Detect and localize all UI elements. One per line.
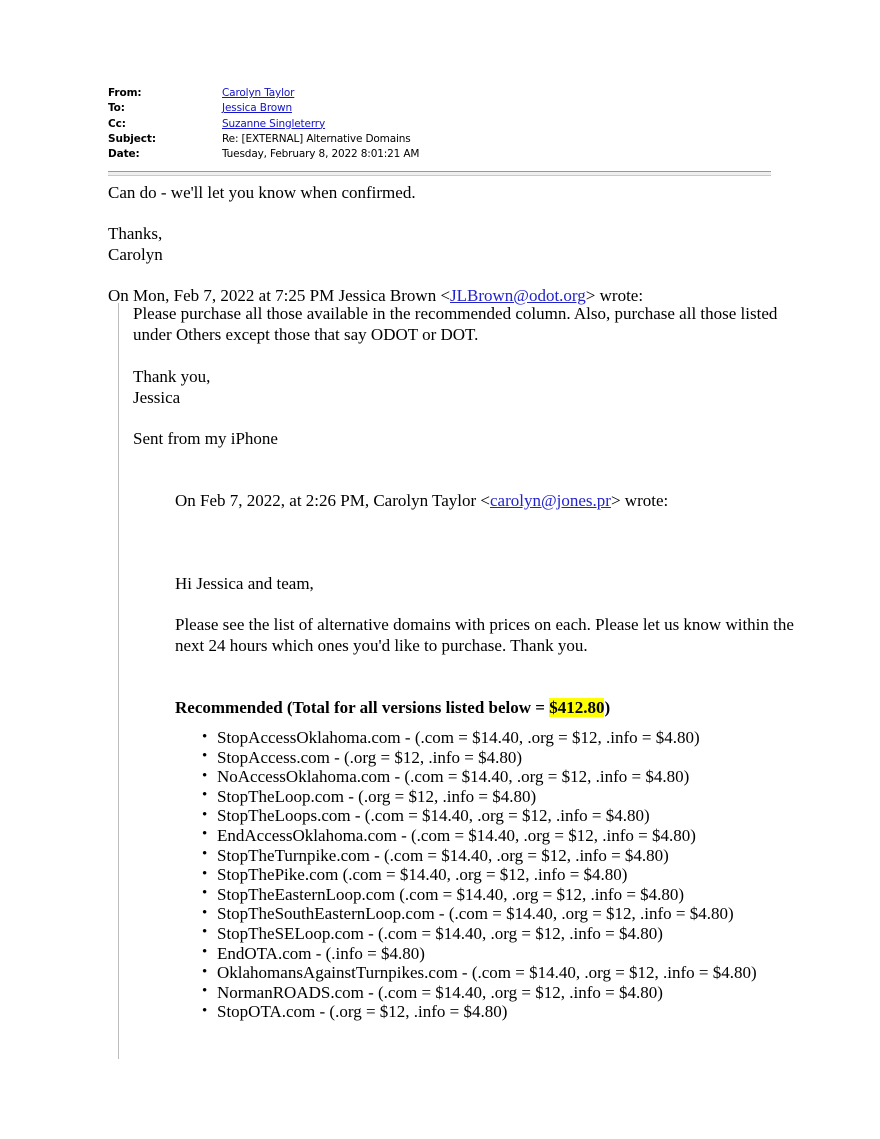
reply-text: Can do - we'll let you know when confirmed.	[108, 183, 416, 202]
header-row-from	[108, 86, 770, 101]
header-row-cc	[108, 117, 770, 132]
list-item: • StopOTA.com - (.org = $12, .info = $4.80)	[175, 1002, 808, 1022]
list-item: • EndAccessOklahoma.com - (.com = $14.40, .org = $12, .info = $4.80)	[175, 826, 808, 846]
list-item: • StopTheLoops.com - (.com = $14.40, .org = $12, .info = $4.80)	[175, 806, 808, 826]
list-item: • StopThePike.com (.com = $14.40, .org = $12, .info = $4.80)	[175, 865, 808, 885]
sender-email-link-jlbrown[interactable]: JLBrown@odot.org	[450, 285, 586, 305]
email-header	[108, 86, 770, 162]
list-item: • NormanROADS.com - (.com = $14.40, .org = $12, .info = $4.80)	[175, 983, 808, 1003]
recommended-heading	[175, 697, 808, 718]
email-body	[108, 183, 808, 1022]
quote1-paragraph: Please purchase all those available in the recommended column. Also, purchase all those listed under Others except those that say ODOT or DOT.	[133, 304, 778, 344]
header-value-to[interactable]: Jessica Brown	[222, 102, 292, 115]
list-item: • StopTheSouthEasternLoop.com - (.com = $14.40, .org = $12, .info = $4.80)	[175, 904, 808, 924]
quote1-thank-you: Thank you,	[133, 366, 211, 386]
header-row-date	[108, 147, 770, 162]
list-item: • StopTheTurnpike.com - (.com = $14.40, .org = $12, .info = $4.80)	[175, 846, 808, 866]
list-item: • OklahomansAgainstTurnpikes.com - (.com = $14.40, .org = $12, .info = $4.80)	[175, 963, 808, 983]
list-item: • StopTheEasternLoop.com (.com = $14.40, .org = $12, .info = $4.80)	[175, 885, 808, 905]
attribution-2-prefix: On Feb 7, 2022, at 2:26 PM, Carolyn Taylor <	[175, 491, 491, 510]
header-label-cc: Cc:	[108, 117, 126, 130]
list-item: • StopTheSELoop.com - (.com = $14.40, .org = $12, .info = $4.80)	[175, 924, 808, 944]
header-label-subject: Subject:	[108, 132, 156, 145]
quote1-name: Jessica	[133, 387, 181, 407]
sender-email-link-carolyn[interactable]: carolyn@jones.pr	[490, 491, 611, 510]
attribution-1-suffix: > wrote:	[585, 285, 644, 305]
header-divider	[108, 171, 771, 176]
signoff-thanks: Thanks,	[108, 224, 163, 243]
attribution-1-prefix: On Mon, Feb 7, 2022 at 7:25 PM Jessica Brown <	[108, 285, 451, 305]
list-item: • StopAccessOklahoma.com - (.com = $14.40, .org = $12, .info = $4.80)	[175, 728, 808, 748]
header-value-from[interactable]: Carolyn Taylor	[222, 87, 295, 99]
header-value-subject: Re: [EXTERNAL] Alternative Domains	[222, 132, 411, 145]
attribution-2-suffix: > wrote:	[610, 491, 669, 510]
quoted-message-level-2	[175, 490, 808, 1022]
recommended-heading-prefix: Recommended (Total for all versions listed below =	[175, 698, 550, 717]
quoted-message-level-1	[118, 303, 808, 1059]
recommended-total-highlight: $412.80	[549, 698, 605, 717]
header-value-cc[interactable]: Suzanne Singleterry	[222, 117, 326, 130]
quote2-paragraph: Please see the list of alternative domains with prices on each. Please let us know within the next 24 hours which ones you'd like to purchase. Thank you.	[175, 615, 794, 655]
header-label-date: Date:	[108, 148, 140, 161]
recommended-heading-suffix: )	[604, 698, 611, 717]
header-label-from: From:	[108, 87, 142, 99]
signoff-name: Carolyn	[108, 244, 163, 264]
quote1-sent-from: Sent from my iPhone	[133, 429, 278, 448]
list-item: • StopTheLoop.com - (.org = $12, .info = $4.80)	[175, 787, 808, 807]
list-item: • StopAccess.com - (.org = $12, .info = $4.80)	[175, 748, 808, 768]
header-label-to: To:	[108, 102, 125, 115]
header-value-date: Tuesday, February 8, 2022 8:01:21 AM	[222, 148, 420, 161]
header-row-to	[108, 101, 770, 116]
header-row-subject	[108, 132, 770, 147]
list-item: • NoAccessOklahoma.com - (.com = $14.40, .org = $12, .info = $4.80)	[175, 767, 808, 787]
list-item: • EndOTA.com - (.info = $4.80)	[175, 944, 808, 964]
quote2-greeting: Hi Jessica and team,	[175, 573, 314, 593]
quote-attribution-2	[175, 490, 808, 511]
domain-price-list	[175, 728, 808, 1022]
